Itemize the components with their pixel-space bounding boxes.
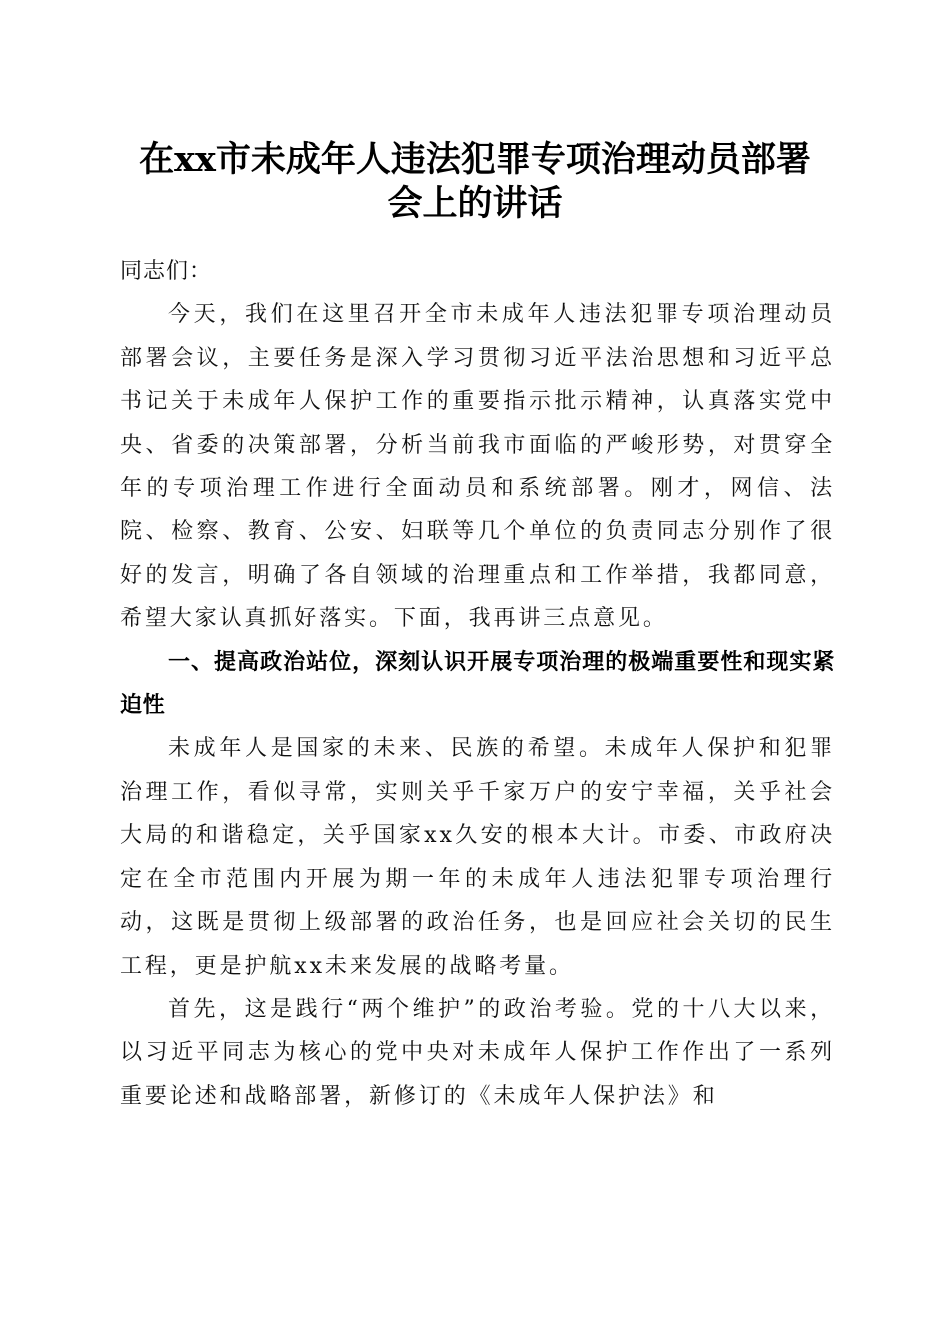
paragraph-section1-intro: 未成年人是国家的未来、民族的希望。未成年人保护和犯罪治理工作，看似寻常，实则关乎千家万户的安宁幸福，关乎社会大局的和谐稳定，关乎国家xx久安的根本大计。市委、市政府决定在全市范围内开展为期一年的未成年人违法犯罪专项治理行动，这既是贯彻上级部署的政治任务，也是回应社会关切的民生工程，更是护航xx未来发展的战略考量。 <box>120 736 835 979</box>
paragraph-opening: 今天，我们在这里召开全市未成年人违法犯罪专项治理动员部署会议，主要任务是深入学习贯彻习近平法治思想和习近平总书记关于未成年人保护工作的重要指示批示精神，认真落实党中央、省委的决策部署，分析当前我市面临的严峻形势，对贯穿全年的专项治理工作进行全面动员和系统部署。刚才，网信、法院、检察、教育、公安、妇联等几个单位的负责同志分别作了很好的发言，明确了各自领域的治理重点和工作举措，我都同意，希望大家认真抓好落实。下面，我再讲三点意见。 <box>120 302 835 632</box>
salutation: 同志们： <box>120 259 213 284</box>
paragraph-section1-first: 首先，这是践行“两个维护”的政治考验。党的十八大以来，以习近平同志为核心的党中央对未成年人保护工作作出了一系列重要论述和战略部署，新修订的《未成年人保护法》和 <box>120 996 835 1109</box>
document-title <box>100 138 850 226</box>
title-line-1: 在xx市未成年人违法犯罪专项治理动员部署 <box>139 139 811 180</box>
section-heading-1: 一、提高政治站位，深刻认识开展专项治理的极端重要性和现实紧迫性 <box>120 649 835 719</box>
title-line-2: 会上的讲话 <box>387 183 563 224</box>
document-body <box>120 250 835 1118</box>
